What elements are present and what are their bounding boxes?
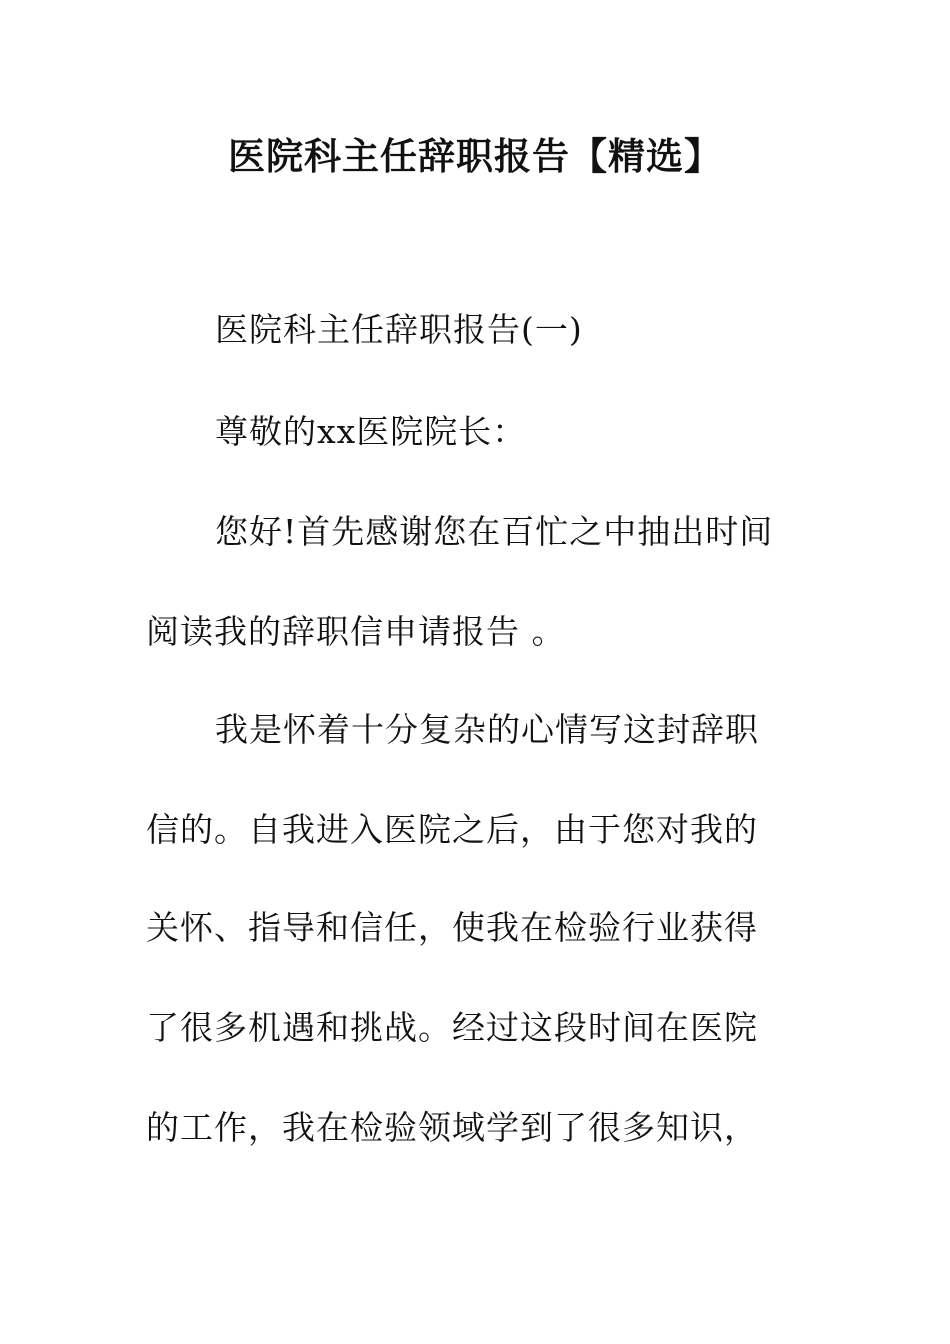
paragraph-line: 您好!首先感谢您在百忙之中抽出时间 bbox=[215, 512, 774, 551]
section-heading: 医院科主任辞职报告(一) bbox=[215, 310, 583, 349]
document-title: 医院科主任辞职报告【精选】 bbox=[228, 134, 722, 178]
paragraph-line: 阅读我的辞职信申请报告 。 bbox=[146, 612, 566, 651]
salutation: 尊敬的xx医院院长： bbox=[215, 412, 527, 451]
paragraph-line: 了很多机遇和挑战。经过这段时间在医院 bbox=[146, 1008, 758, 1047]
paragraph-line: 信的。自我进入医院之后，由于您对我的 bbox=[146, 810, 758, 849]
paragraph-line: 我是怀着十分复杂的心情写这封辞职 bbox=[215, 710, 759, 749]
paragraph-line: 的工作，我在检验领域学到了很多知识， bbox=[146, 1108, 758, 1147]
paragraph-line: 关怀、指导和信任，使我在检验行业获得 bbox=[146, 908, 758, 947]
